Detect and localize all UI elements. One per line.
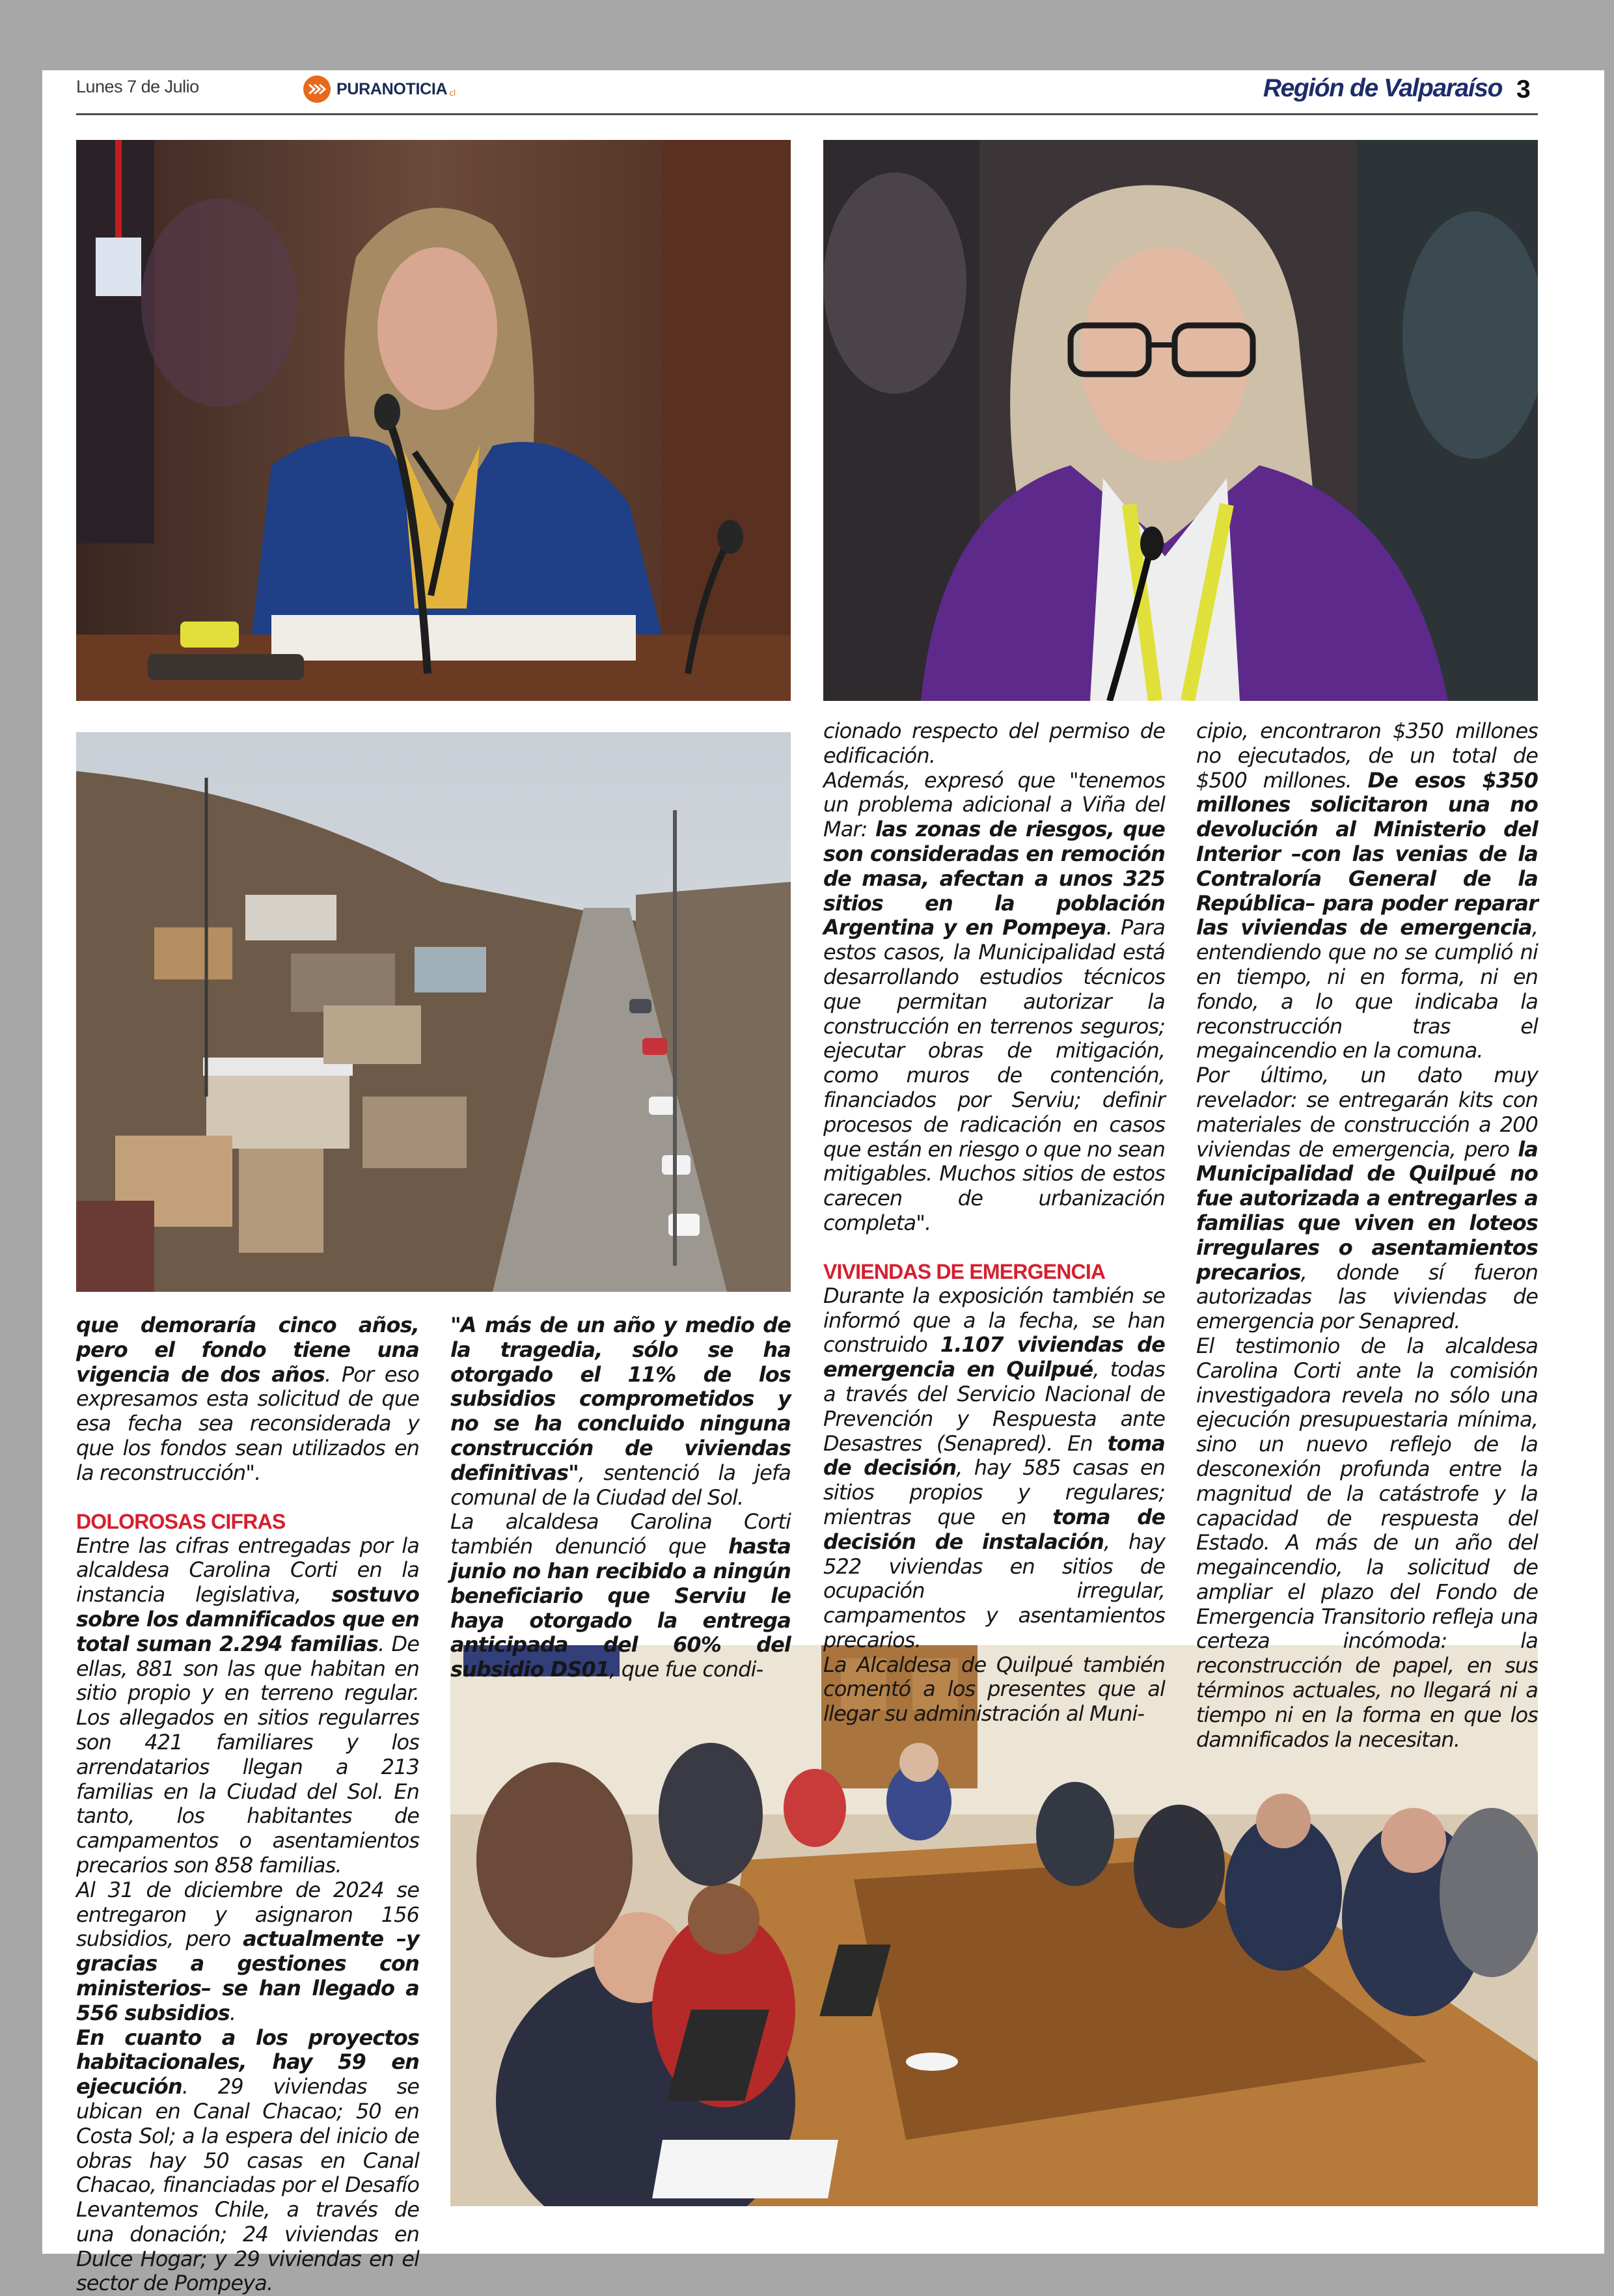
- header-date: Lunes 7 de Julio: [76, 77, 199, 96]
- col1-paragraph-3: [76, 1878, 419, 2026]
- bold-run: De esos $350 millones solicitaron una no devolución al Ministerio del Interior –con las venias de la Contraloría General de la República– para poder reparar las viviendas de emergencia: [1196, 767, 1538, 940]
- text-run: Entre las cifras entregadas por la alcaldesa Carolina Corti en la instancia legislativa,: [76, 1533, 419, 1607]
- photo-woman-purple-jacket: [823, 140, 1538, 701]
- page-number: 3: [1516, 75, 1531, 103]
- col3-paragraph-1: [823, 719, 1165, 769]
- text-run: Durante la exposición también se informó que a la fecha, se han construido: [823, 1283, 1165, 1358]
- bold-run: actualmente –y gracias a gestiones con ministerios– se han llegado a 556 subsidios: [76, 1926, 419, 2025]
- text-run: Además, expresó que "tenemos un problema adicional a Viña del Mar:: [823, 767, 1165, 842]
- col4-paragraph-3: [1196, 1334, 1538, 1753]
- text-run: Por último, un dato muy revelador: se entregarán kits con materiales de construcción a 200 viviendas de emergencia, pero: [1196, 1063, 1538, 1162]
- column-2: [450, 1313, 791, 1682]
- text-run: , que fue condi-: [609, 1657, 763, 1682]
- col4-paragraph-2: [1196, 1063, 1538, 1334]
- photo-woman-blue-jacket: [76, 140, 791, 701]
- text-run: . De ellas, 881 son las que habitan en sitio propio y en terreno regular. Los allegados en sitios regularres son 421 familiares y los arrendatarios llegan a 213 familias en la Ciudad del Sol. En tanto, los habitantes de campamentos o asentamientos precarios son 858 familias.: [76, 1631, 419, 1878]
- text-run: , donde sí fueron autorizadas las viviendas de emergencia por Senapred.: [1196, 1259, 1538, 1334]
- text-run: Al 31 de diciembre de 2024 se entregaron y asignaron 156 subsidios, pero: [76, 1877, 419, 1952]
- logo-suffix: cl: [449, 89, 456, 98]
- col1-paragraph-2: [76, 1534, 419, 1878]
- header-rule: [76, 113, 1538, 115]
- text-run: , todas a través del Servicio Nacional de Prevención y Respuesta ante Desastres (Senapred). En: [823, 1357, 1166, 1456]
- logo-wordmark: PURANOTICIA: [336, 79, 448, 98]
- col3-paragraph-2: [823, 769, 1165, 1236]
- text-run: .: [229, 2000, 236, 2025]
- col3-paragraph-4: [823, 1653, 1165, 1727]
- text-run: . Por eso expresamos esta solicitud de que esa fecha sea reconsiderada y que los fondos sean utilizados en la reconstrucción".: [76, 1361, 419, 1485]
- bold-run: toma de decisión: [823, 1430, 1165, 1481]
- text-run: El testimonio de la alcaldesa Carolina Corti ante la comisión investigadora revela no sólo una ejecución presupuestaria mínima, sino un nuevo reflejo de la desconexión profunda entre la magnitud de la catástrofe y la capacidad de respuesta del Estado. A más de un año del megaincendio, la solicitud de ampliar el plazo del Fondo de Emergencia Transitorio refleja una certeza incómoda: la reconstrucción de papel, en sus términos actuales, no llegará ni a tiempo ni en la forma en que los damnificados la necesitan.: [1196, 1333, 1538, 1752]
- subheading-dolorosas-cifras: DOLOROSAS CIFRAS: [76, 1509, 286, 1533]
- puranoticia-logo[interactable]: [303, 75, 456, 103]
- bold-run: toma de decisión de instalación: [823, 1504, 1165, 1554]
- text-run: , hay 522 viviendas en sitios de ocupación irregular, campamentos y asentamientos precarios.: [823, 1529, 1165, 1652]
- text-run: cipio, encontraron $350 millones no ejecutados, de un total de $500 millones.: [1196, 718, 1538, 793]
- bold-run: "A más de un año y medio de la tragedia, sólo se ha otorgado el 11% de los subsidios comprometidos y no se ha concluido ninguna construcción de viviendas definitivas": [450, 1313, 791, 1485]
- col2-paragraph-2: [450, 1510, 791, 1682]
- section-title: Región de Valparaíso: [1263, 74, 1502, 102]
- bold-run: sostuvo sobre los damnificados que en total suman 2.294 familias: [76, 1582, 419, 1656]
- text-run: , sentenció la jefa comunal de la Ciudad del Sol.: [450, 1460, 791, 1510]
- bold-run: En cuanto a los proyectos habitacionales, hay 59 en ejecución: [76, 2025, 419, 2099]
- text-run: cionado respecto del permiso de edificación.: [823, 718, 1165, 768]
- col4-paragraph-1: [1196, 719, 1538, 1063]
- text-run: La alcaldesa Carolina Corti también denunció que: [450, 1509, 791, 1559]
- text-run: . Para estos casos, la Municipalidad está desarrollando estudios técnicos que permitan autorizar la construcción en terrenos seguros; ejecutar obras de mitigación, como muros de contención, financiados por Serviu; definir procesos de radicación en casos que están en riesgo o que no sean mitigables. Muchos sitios de estos carecen de urbanización completa".: [823, 915, 1166, 1235]
- column-4: [1196, 719, 1538, 1752]
- column-3: [823, 719, 1165, 1727]
- text-run: . 29 viviendas se ubican en Canal Chacao; 50 en Costa Sol; a la espera del inicio de obras hay 50 casas en Canal Chacao, financiadas por el Desafío Levantemos Chile, a través de una donación; 24 viviendas en Dulce Hogar; y 29 viviendas en el sector de Pompeya.: [76, 2074, 419, 2296]
- col1-paragraph-1: [76, 1313, 419, 1486]
- col3-paragraph-3: [823, 1284, 1165, 1653]
- bold-run: la Municipalidad de Quilpué no fue autorizada a entregarles a familias que viven en loteos irregulares o asentamientos precarios: [1196, 1136, 1538, 1285]
- text-run: , hay 585 casas en sitios propios y regulares; mientras que en: [823, 1455, 1165, 1529]
- text-run: La Alcaldesa de Quilpué también comentó a los presentes que al llegar su administración al Muni-: [823, 1652, 1165, 1727]
- text-run: , entendiendo que no se cumplió ni en tiempo, ni en forma, ni en fondo, a lo que indicaba la reconstrucción tras el megaincendio en la comuna.: [1196, 915, 1538, 1063]
- col1-paragraph-4: [76, 2026, 419, 2296]
- subheading-viviendas-emergencia: VIVIENDAS DE EMERGENCIA: [823, 1259, 1106, 1283]
- bold-run: hasta junio no han recibido a ningún beneficiario que Serviu le haya otorgado la entrega anticipada del 60% del subsidio DS01: [450, 1534, 791, 1682]
- bold-run: que demoraría cinco años, pero el fondo tiene una vigencia de dos años: [76, 1313, 419, 1387]
- photo-hillside-street: [76, 732, 791, 1292]
- play-chevrons-icon: [303, 75, 331, 103]
- bold-run: 1.107 viviendas de emergencia en Quilpué: [823, 1332, 1165, 1382]
- bold-run: las zonas de riesgos, que son consideradas en remoción de masa, afectan a unos 325 sitios en la población Argentina y en Pompeya: [823, 817, 1165, 940]
- column-1: [76, 1313, 419, 2296]
- col2-paragraph-1: [450, 1313, 791, 1510]
